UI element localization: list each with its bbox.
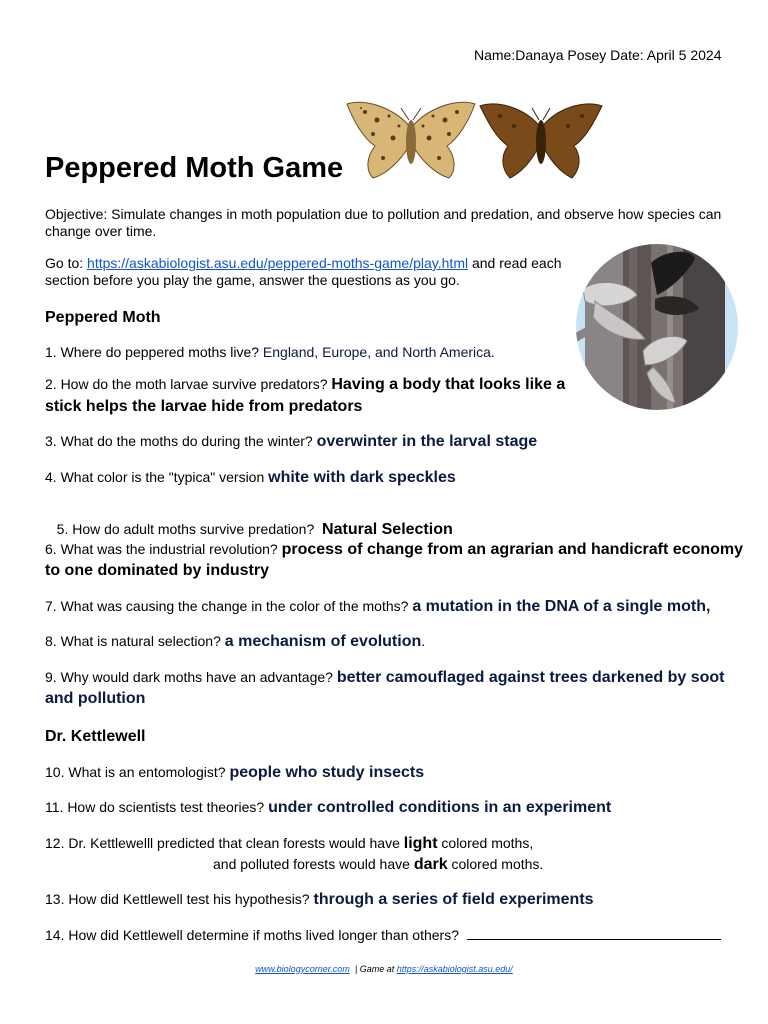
question-12-tail: colored moths,	[437, 835, 534, 851]
goto-instructions	[45, 255, 565, 289]
question-10	[45, 764, 424, 782]
question-11	[45, 799, 611, 817]
answer-8: a mechanism of evolution	[224, 633, 422, 650]
question-2-text: 2. How do the moth larvae survive predators?	[45, 376, 332, 392]
question-1	[45, 344, 495, 360]
goto-suffix: and read each section before you play the game, answer the questions as you go.	[45, 255, 562, 288]
question-7-text: 7. What was causing the change in the color of the moths?	[45, 598, 413, 614]
question-12	[45, 835, 533, 853]
question-1-text: 1. Where do peppered moths live?	[45, 344, 263, 360]
name-date-line: Name:Danaya Posey Date: April 5 2024	[474, 47, 722, 63]
question-6-text: 6. What was the industrial revolution?	[45, 541, 282, 557]
question-2	[45, 376, 565, 394]
moth-on-tree-illustration	[575, 243, 739, 411]
answer-3: overwinter in the larval stage	[316, 433, 538, 450]
question-9	[45, 669, 725, 687]
answer-6-continued: to one dominated by industry	[45, 562, 270, 579]
question-7	[45, 598, 710, 616]
question-11-text: 11. How do scientists test theories?	[45, 799, 269, 815]
question-3	[45, 433, 537, 451]
question-13	[45, 891, 594, 909]
answer-9-continued: and pollution	[45, 690, 146, 707]
section-heading-kettlewell: Dr. Kettlewell	[45, 728, 146, 745]
question-4	[45, 469, 456, 487]
question-3-text: 3. What do the moths do during the winter?	[45, 433, 317, 449]
question-9-text: 9. Why would dark moths have an advantage?	[45, 669, 337, 685]
section-heading-peppered-moth: Peppered Moth	[45, 309, 161, 326]
goto-prefix: Go to:	[45, 255, 88, 271]
answer-9: better camouflaged against trees darkened by soot	[336, 669, 725, 686]
pale-moth-icon	[345, 98, 477, 182]
answer-4: white with dark speckles	[268, 469, 456, 486]
footer-game-link[interactable]: https://askabiologist.asu.edu/	[396, 964, 513, 974]
answer-5: Natural Selection	[322, 521, 453, 538]
question-5-text: 5. How do adult moths survive predation?	[52, 521, 323, 537]
question-13-text: 13. How did Kettlewell test his hypothesis?	[45, 891, 314, 907]
footer	[0, 964, 768, 974]
question-8-text: 8. What is natural selection?	[45, 633, 225, 649]
question-10-text: 10. What is an entomologist?	[45, 764, 230, 780]
answer-7: a mutation in the DNA of a single moth,	[412, 598, 711, 615]
question-12-line-2	[213, 856, 543, 874]
answer-12-light: light	[403, 835, 438, 852]
question-12-text: 12. Dr. Kettlewelll predicted that clean forests would have	[45, 835, 404, 851]
answer-14-blank[interactable]	[467, 927, 721, 940]
question-14-text: 14. How did Kettlewell determine if moths lived longer than others?	[45, 927, 463, 943]
question-5	[45, 505, 453, 539]
answer-2-continued: stick helps the larvae hide from predators	[45, 398, 363, 415]
footer-site-link[interactable]: www.biologycorner.com	[255, 964, 350, 974]
question-6	[45, 541, 743, 559]
objective-text: Objective: Simulate changes in moth population due to pollution and predation, and observe how species can change over time.	[45, 206, 722, 239]
question-8	[45, 633, 425, 651]
question-14	[45, 927, 721, 943]
question-12-tail-2: colored moths.	[447, 856, 544, 872]
answer-12-dark: dark	[413, 856, 448, 873]
answer-8-tail: .	[421, 633, 426, 649]
question-4-text: 4. What color is the "typica" version	[45, 469, 269, 485]
answer-1: England, Europe, and North America.	[262, 344, 495, 360]
answer-2: Having a body that looks like a	[331, 376, 566, 393]
page-title: Peppered Moth Game	[45, 152, 344, 184]
answer-10: people who study insects	[229, 764, 425, 781]
footer-separator: | Game at	[349, 964, 397, 974]
answer-6: process of change from an agrarian and handicraft economy	[281, 541, 744, 558]
answer-13: through a series of field experiments	[313, 891, 594, 908]
game-link[interactable]: https://askabiologist.asu.edu/peppered-moths-game/play.html	[87, 255, 469, 271]
answer-11: under controlled conditions in an experiment	[268, 799, 612, 816]
dark-moth-icon	[478, 100, 604, 180]
question-12-text-2: and polluted forests would have	[213, 856, 414, 872]
